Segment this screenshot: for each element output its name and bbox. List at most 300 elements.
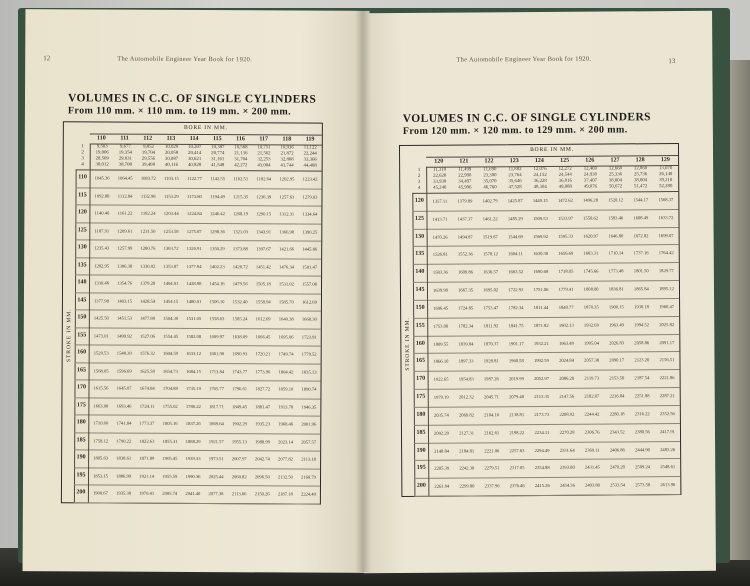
per-mm-value: 12,272 bbox=[558, 166, 572, 172]
per-mm-column bbox=[553, 166, 578, 192]
volume-cell: 1595.33 bbox=[558, 233, 574, 239]
volume-cell: 1881.47 bbox=[255, 404, 271, 410]
page-number: 13 bbox=[668, 57, 676, 66]
per-mm-value: 22,620 bbox=[433, 173, 447, 179]
volume-cell: 2147.56 bbox=[559, 393, 575, 399]
volume-cell: 1837.26 bbox=[185, 421, 201, 427]
volume-cell: 2221.06 bbox=[484, 447, 500, 453]
volume-cell: 1445.86 bbox=[302, 246, 318, 252]
volume-cell: 1871.89 bbox=[139, 456, 155, 462]
per-mm-column bbox=[183, 144, 206, 170]
bore-size: 115 bbox=[212, 136, 222, 143]
volume-cell: 1609.97 bbox=[209, 333, 225, 339]
volume-cell: 2417.91 bbox=[659, 428, 675, 434]
volume-cell: 1990.36 bbox=[185, 473, 201, 479]
stroke-value: 150 bbox=[75, 310, 90, 328]
per-mm-value: 12,668 bbox=[608, 166, 623, 172]
bore-size: 122 bbox=[484, 158, 494, 165]
volume-cell: 1330.46 bbox=[94, 280, 110, 286]
volume-cell: 2058.86 bbox=[634, 339, 650, 345]
volume-cell: 1954.83 bbox=[458, 376, 474, 382]
per-mm-value: 34,497 bbox=[458, 179, 472, 185]
volume-cell: 1425.50 bbox=[93, 315, 109, 321]
per-mm-block bbox=[412, 165, 678, 194]
volume-cell: 1608.49 bbox=[633, 215, 649, 221]
per-mm-value: 22,244 bbox=[303, 151, 317, 157]
stroke-value: 140 bbox=[413, 264, 428, 282]
volume-cell: 1390.25 bbox=[302, 229, 318, 235]
volume-cell: 1640.38 bbox=[278, 316, 294, 322]
per-mm-value: 29,556 bbox=[141, 156, 156, 162]
volume-cell: 2168.79 bbox=[301, 474, 316, 480]
table-row bbox=[74, 485, 320, 505]
volume-cell: 1449.15 bbox=[532, 197, 548, 204]
volume-cell: 1779.52 bbox=[301, 351, 317, 357]
volume-cell: 1182.24 bbox=[140, 210, 156, 216]
volume-cell: 2431.45 bbox=[584, 464, 600, 471]
volume-cell: 1836.81 bbox=[608, 286, 624, 292]
per-mm-column bbox=[160, 144, 183, 170]
volume-cell: 1902.29 bbox=[231, 421, 247, 427]
bore-size: 116 bbox=[236, 136, 245, 143]
stroke-value: 190 bbox=[74, 450, 89, 468]
volume-cell: 2369.11 bbox=[584, 447, 600, 453]
volume-cell: 1764.42 bbox=[658, 250, 674, 256]
volume-cell: 1695.06 bbox=[278, 334, 294, 340]
volume-cell: 1526.81 bbox=[432, 252, 448, 258]
volume-cell: 2127.31 bbox=[459, 430, 475, 436]
per-mm-value: 32,253 bbox=[257, 157, 271, 163]
per-mm-column bbox=[653, 165, 678, 191]
volume-cell: 2150.26 bbox=[254, 491, 270, 497]
bore-size: 126 bbox=[585, 157, 595, 164]
volume-cell: 1568.37 bbox=[658, 197, 674, 203]
volume-cell: 1992.59 bbox=[533, 358, 549, 364]
per-mm-value: 52,280 bbox=[659, 184, 673, 190]
volume-cell: 1569.92 bbox=[533, 233, 549, 239]
volume-cell: 1835.13 bbox=[301, 369, 317, 375]
volume-cell: 2270.28 bbox=[559, 429, 575, 435]
volume-cell: 2086.20 bbox=[559, 375, 575, 382]
per-mm-value: 25,336 bbox=[608, 172, 623, 178]
volume-cell: 2079.40 bbox=[509, 394, 525, 400]
volume-cell: 1804.42 bbox=[278, 369, 294, 375]
volume-cell: 2173.73 bbox=[534, 411, 550, 417]
volume-cell: 1290.15 bbox=[256, 211, 272, 217]
volume-cell: 1946.35 bbox=[301, 404, 317, 410]
per-mm-value: 46,760 bbox=[483, 185, 497, 191]
volume-cell: 2057.57 bbox=[301, 439, 317, 445]
volume-cell: 1779.41 bbox=[558, 286, 574, 292]
volume-cell: 2184.81 bbox=[459, 447, 475, 454]
per-mm-value: 51,472 bbox=[634, 184, 648, 190]
bore-size: 127 bbox=[610, 157, 620, 164]
volume-cell: 1604.59 bbox=[163, 351, 178, 357]
stroke-value: 160 bbox=[413, 335, 428, 353]
volume-cell: 1064.45 bbox=[117, 175, 133, 181]
volume-cell: 1921.57 bbox=[208, 438, 224, 445]
volume-cell: 2242.30 bbox=[459, 465, 475, 471]
volume-cell: 2119.73 bbox=[584, 375, 600, 381]
volume-cell: 1751.06 bbox=[533, 287, 549, 293]
volume-cell: 2376.46 bbox=[509, 483, 525, 489]
volume-cell: 1890.74 bbox=[301, 386, 317, 392]
volume-cell: 1557.08 bbox=[302, 281, 318, 287]
per-mm-value: 10,387 bbox=[211, 145, 225, 151]
volume-cell: 1786.22 bbox=[185, 403, 201, 409]
per-mm-value: 12,868 bbox=[633, 166, 648, 172]
volume-cell: 2156.51 bbox=[659, 357, 675, 363]
per-mm-block bbox=[76, 143, 322, 171]
volume-cell: 1558.94 bbox=[255, 298, 271, 305]
volume-cell: 1520.53 bbox=[93, 350, 109, 356]
stroke-value: 170 bbox=[414, 371, 429, 389]
volume-cell: 2299.80 bbox=[459, 483, 475, 489]
per-mm-value: 9,677 bbox=[119, 144, 131, 150]
volume-cell: 1790.22 bbox=[116, 438, 132, 444]
volume-cell: 1720.21 bbox=[255, 351, 271, 357]
volume-cell: 1282.95 bbox=[94, 263, 110, 269]
volume-cell: 1506.10 bbox=[209, 298, 225, 304]
cylinder-count: 2 bbox=[417, 173, 421, 179]
per-mm-value: 40,116 bbox=[164, 162, 179, 168]
volume-cell: 2019.99 bbox=[508, 376, 524, 382]
volume-cell: 1280.76 bbox=[140, 245, 156, 251]
volume-cell: 2208.92 bbox=[559, 411, 575, 417]
volume-cell: 1913.78 bbox=[278, 404, 294, 410]
volume-cell: 1765.77 bbox=[209, 386, 225, 392]
volume-cell: 1995.04 bbox=[584, 340, 599, 346]
volume-cell: 1377.98 bbox=[93, 298, 109, 304]
volume-cell: 1343.91 bbox=[256, 228, 272, 234]
volume-cell: 1231.50 bbox=[140, 228, 156, 234]
stroke-value: 190 bbox=[414, 442, 429, 460]
volume-cell: 1866.10 bbox=[433, 359, 449, 365]
volume-cell: 1268.19 bbox=[233, 211, 249, 217]
bore-size: 129 bbox=[660, 157, 670, 164]
volume-cell: 1306.38 bbox=[117, 263, 133, 269]
volume-cell: 1638.09 bbox=[232, 333, 248, 340]
per-mm-value: 10,029 bbox=[164, 144, 179, 150]
volume-cell: 1321.03 bbox=[232, 228, 248, 234]
running-head: The Automobile Engineer Year Book for 1920. bbox=[117, 55, 253, 64]
per-mm-value: 48,304 bbox=[533, 184, 547, 191]
volume-cell: 1578.12 bbox=[482, 251, 498, 257]
volume-cell: 1758.12 bbox=[93, 438, 109, 444]
volume-table bbox=[399, 143, 681, 497]
volume-cell: 1501.47 bbox=[302, 264, 318, 270]
volume-cell: 2113.18 bbox=[301, 456, 317, 463]
volume-cell: 1713.84 bbox=[209, 368, 225, 374]
volume-cell: 2153.50 bbox=[609, 375, 625, 381]
volume-cell: 1930.18 bbox=[633, 304, 649, 310]
per-mm-value: 31,161 bbox=[211, 157, 225, 163]
volume-cell: 1695.02 bbox=[483, 287, 499, 293]
volume-cell: 1994.52 bbox=[634, 321, 650, 328]
volume-cell: 1454.16 bbox=[209, 281, 225, 287]
volume-cell: 1723.91 bbox=[301, 334, 317, 340]
volume-cell: 1437.37 bbox=[457, 216, 473, 222]
volume-cell: 1421.66 bbox=[279, 246, 295, 252]
volume-cell: 2001.96 bbox=[301, 421, 317, 427]
bore-size: 114 bbox=[189, 135, 199, 143]
volume-cell: 1194.49 bbox=[210, 193, 225, 199]
volume-cell: 2035.74 bbox=[433, 412, 449, 418]
per-mm-value: 29,031 bbox=[118, 156, 132, 162]
title-line-1: VOLUMES IN C.C. OF SINGLE CYLINDERS bbox=[67, 92, 317, 106]
volume-cell: 1782.34 bbox=[458, 323, 474, 329]
volume-cell: 1531.05 bbox=[186, 316, 202, 322]
volume-cell: 1839.84 bbox=[458, 341, 474, 347]
volume-cell: 1092.88 bbox=[94, 192, 110, 199]
volume-cell: 1504.30 bbox=[163, 316, 179, 322]
volume-cell: 1639.90 bbox=[432, 287, 448, 293]
cylinder-count: 1 bbox=[417, 167, 421, 173]
volume-cell: 1809.55 bbox=[433, 341, 449, 347]
volume-cell: 1153.29 bbox=[163, 193, 179, 199]
volume-cell: 2025.82 bbox=[659, 321, 675, 327]
volume-cell: 2026.83 bbox=[609, 339, 625, 346]
volume-cell: 1841.75 bbox=[508, 322, 524, 328]
volume-cell: 2454.36 bbox=[559, 482, 575, 489]
volume-cell: 1901.17 bbox=[508, 340, 524, 346]
per-mm-value: 36,816 bbox=[558, 178, 572, 184]
bore-size: 120 bbox=[434, 158, 444, 165]
volume-cell: 1633.12 bbox=[186, 351, 202, 357]
volume-cell: 1544.17 bbox=[633, 197, 649, 203]
volume-cell: 1838.61 bbox=[116, 455, 132, 462]
volume-cell: 1426.72 bbox=[232, 263, 248, 269]
volume-cell: 1353.87 bbox=[163, 263, 179, 269]
volume-cell: 1350.29 bbox=[209, 246, 225, 252]
volume-cell: 1805.16 bbox=[162, 421, 178, 427]
volume-cell: 1132.98 bbox=[140, 193, 156, 199]
volume-cell: 1558.62 bbox=[583, 215, 599, 221]
volume-cell: 1202.95 bbox=[279, 176, 295, 182]
volume-cell: 1554.45 bbox=[163, 333, 179, 339]
volume-cell: 1532.40 bbox=[232, 298, 248, 304]
volume-cell: 1246.42 bbox=[209, 211, 225, 217]
volume-cell: 1636.57 bbox=[483, 269, 499, 275]
stroke-value: 155 bbox=[75, 327, 90, 345]
volume-cell: 2060.82 bbox=[231, 474, 247, 480]
stroke-value: 155 bbox=[413, 318, 428, 336]
volume-cell: 1859.10 bbox=[278, 386, 294, 392]
volume-cell: 2470.20 bbox=[610, 464, 625, 470]
per-mm-value: 21,502 bbox=[257, 151, 271, 157]
volume-cell: 1257.99 bbox=[117, 245, 133, 251]
volume-cell: 1182.64 bbox=[256, 176, 272, 182]
volume-cell: 2091.17 bbox=[659, 339, 675, 345]
volume-cell: 1829.77 bbox=[658, 268, 674, 274]
volume-cell: 1509.53 bbox=[532, 215, 548, 221]
volume-cell: 1773.48 bbox=[608, 268, 624, 274]
volume-cell: 1461.22 bbox=[482, 216, 498, 222]
stroke-value: 160 bbox=[75, 345, 90, 363]
volume-cell: 1840.77 bbox=[558, 304, 574, 310]
per-mm-value: 38,012 bbox=[95, 162, 109, 168]
volume-cell: 2005.74 bbox=[162, 491, 178, 497]
volume-cell: 1853.15 bbox=[93, 473, 109, 479]
volume-cell: 1366.98 bbox=[279, 229, 295, 235]
bore-size: 117 bbox=[259, 136, 269, 143]
volume-cell: 1203.44 bbox=[163, 210, 179, 216]
volume-cell: 1796.61 bbox=[232, 386, 248, 392]
per-mm-value: 10,936 bbox=[280, 145, 294, 151]
volume-cell: 1773.37 bbox=[139, 421, 155, 427]
per-mm-value: 38,604 bbox=[633, 178, 648, 184]
volume-cell: 1454.15 bbox=[163, 298, 179, 304]
volume-cell: 1404.01 bbox=[163, 280, 179, 287]
volume-cell: 1928.81 bbox=[483, 358, 499, 364]
per-mm-value: 39,408 bbox=[141, 162, 155, 168]
volume-cell: 1811.44 bbox=[533, 304, 549, 310]
volume-cell: 1161.22 bbox=[117, 210, 133, 216]
volume-cell: 2251.88 bbox=[634, 393, 650, 399]
stroke-value: 130 bbox=[413, 228, 428, 246]
stroke-value: 185 bbox=[414, 424, 429, 442]
per-mm-column bbox=[91, 143, 114, 169]
volume-cell: 2393.00 bbox=[559, 465, 575, 471]
volume-cell: 2509.24 bbox=[635, 464, 651, 470]
volume-cell: 1112.84 bbox=[117, 193, 133, 199]
volume-cell: 2077.82 bbox=[278, 456, 293, 462]
stroke-value: 165 bbox=[413, 353, 428, 371]
per-mm-value: 10,568 bbox=[234, 145, 248, 151]
stroke-value: 175 bbox=[414, 389, 429, 407]
volume-cell: 2221.86 bbox=[659, 375, 675, 381]
per-mm-value: 25,736 bbox=[633, 172, 648, 178]
per-mm-column bbox=[206, 144, 229, 170]
volume-cell: 1479.56 bbox=[232, 281, 248, 287]
volume-cell: 1548.30 bbox=[116, 350, 132, 356]
bore-size: 110 bbox=[97, 135, 106, 142]
volume-cell: 1485.29 bbox=[507, 215, 523, 222]
per-mm-value: 36,228 bbox=[533, 178, 547, 185]
volume-cell: 2057.38 bbox=[584, 357, 600, 364]
volume-cell: 2613.96 bbox=[660, 482, 676, 488]
volume-cell: 1583.36 bbox=[432, 269, 448, 276]
volume-cell: 1663.52 bbox=[508, 269, 524, 275]
volume-cell: 2317.05 bbox=[509, 465, 525, 471]
volume-cell: 1888.29 bbox=[185, 438, 201, 444]
per-mm-value: 32,808 bbox=[280, 157, 294, 163]
left-page bbox=[23, 9, 370, 573]
volume-cell: 2573.58 bbox=[635, 482, 651, 488]
volume-cell: 1612.69 bbox=[255, 316, 271, 322]
per-mm-column bbox=[299, 145, 322, 171]
book-gutter bbox=[355, 10, 371, 572]
volume-cell: 1612.69 bbox=[301, 299, 317, 305]
per-mm-column bbox=[528, 166, 553, 192]
volume-cell: 1257.63 bbox=[279, 193, 295, 200]
volume-cell: 1633.72 bbox=[658, 214, 674, 220]
volume-cell: 1334.64 bbox=[302, 211, 318, 217]
volume-cell: 2352.56 bbox=[659, 410, 675, 417]
volume-cell: 2187.18 bbox=[277, 491, 293, 497]
volume-cell: 2069.82 bbox=[458, 412, 474, 418]
per-mm-value: 10,751 bbox=[257, 145, 271, 151]
volume-cell: 1955.59 bbox=[162, 473, 178, 479]
per-mm-column bbox=[628, 165, 653, 191]
stroke-value: 140 bbox=[75, 275, 90, 293]
stroke-value: 195 bbox=[74, 467, 89, 485]
volume-cell: 1743.77 bbox=[232, 368, 248, 375]
volume-cell: 1674.84 bbox=[139, 386, 155, 392]
volume-cell: 1955.13 bbox=[231, 439, 247, 445]
table-title bbox=[403, 111, 651, 137]
volume-cell: 2162.61 bbox=[484, 429, 500, 436]
bore-size: 125 bbox=[560, 157, 570, 164]
volume-cell: 1935.23 bbox=[255, 421, 271, 427]
volume-cell: 1782.34 bbox=[508, 305, 524, 311]
volume-cell: 1568.05 bbox=[93, 368, 109, 374]
volume-cell: 1646.80 bbox=[608, 233, 624, 239]
per-mm-value: 21,136 bbox=[234, 151, 248, 157]
volume-cell: 1377.94 bbox=[186, 263, 202, 269]
stroke-value: 125 bbox=[75, 222, 90, 240]
volume-cell: 2138.81 bbox=[509, 411, 525, 418]
volume-cell: 1253.58 bbox=[163, 228, 179, 234]
volume-cell: 1303.72 bbox=[163, 245, 179, 252]
volume-cell: 1737.16 bbox=[633, 250, 649, 256]
per-mm-value: 39,210 bbox=[659, 178, 673, 184]
volume-cell: 1979.19 bbox=[433, 394, 449, 400]
volume-cell: 1625.58 bbox=[139, 368, 155, 374]
volume-cell: 2187.54 bbox=[634, 375, 650, 381]
stroke-label: STROKE IN MM. bbox=[404, 316, 411, 371]
volume-cell: 1609.86 bbox=[457, 269, 473, 275]
volume-cell: 1312.31 bbox=[279, 211, 295, 217]
cylinder-count: 1 bbox=[81, 144, 84, 150]
volume-cell: 2123.20 bbox=[634, 357, 650, 363]
bore-size: 113 bbox=[166, 135, 176, 142]
page-number: 12 bbox=[43, 54, 51, 63]
per-mm-value: 41,548 bbox=[211, 163, 225, 169]
volume-cell: 1585.70 bbox=[278, 299, 294, 305]
volume-cell: 1865.84 bbox=[633, 286, 649, 292]
volume-cell: 1585.24 bbox=[232, 316, 248, 322]
stroke-value: 120 bbox=[75, 204, 90, 222]
volume-cell: 2023.14 bbox=[278, 439, 294, 445]
volume-cell: 1900.67 bbox=[92, 490, 108, 497]
volume-cell: 1921.14 bbox=[139, 473, 155, 479]
volume-cell: 1753.00 bbox=[433, 323, 449, 329]
volume-cell: 1710.14 bbox=[608, 250, 624, 256]
title-line-2: From 110 mm. × 110 mm. to 119 mm. × 200 mm. bbox=[67, 105, 292, 118]
volume-cell: 2148.84 bbox=[434, 448, 450, 454]
volume-cell: 1142.55 bbox=[210, 176, 226, 182]
volume-cell: 1745.66 bbox=[583, 268, 599, 274]
volume-cell: 2244.42 bbox=[584, 411, 600, 417]
cylinder-count: 2 bbox=[81, 150, 84, 156]
per-mm-value: 33,930 bbox=[433, 179, 447, 185]
volume-cell: 1544.69 bbox=[507, 233, 523, 239]
volume-cell: 1236.39 bbox=[256, 193, 272, 199]
volume-cell: 1988.99 bbox=[254, 439, 270, 445]
per-mm-column bbox=[275, 144, 298, 170]
volume-cell: 1209.61 bbox=[117, 228, 133, 234]
per-mm-value: 13,070 bbox=[659, 166, 673, 172]
volume-cell: 1425.87 bbox=[507, 198, 523, 204]
volume-cell: 1402.23 bbox=[209, 263, 225, 269]
stroke-value: 145 bbox=[413, 282, 428, 300]
volume-cell: 1749.74 bbox=[278, 351, 294, 357]
per-mm-value: 11,122 bbox=[303, 145, 317, 151]
volume-cell: 1402.79 bbox=[482, 198, 498, 204]
per-mm-value: 20,414 bbox=[188, 150, 202, 157]
volume-cell: 2104.16 bbox=[484, 412, 500, 418]
